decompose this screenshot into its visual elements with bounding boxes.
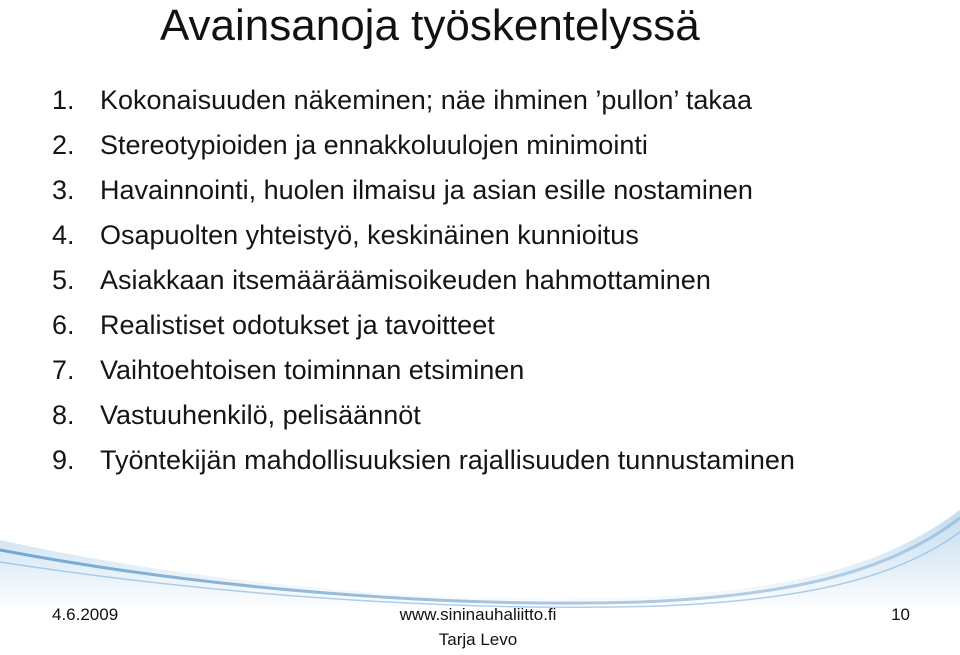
list-item-number: 4. [52,220,75,250]
list-item-number: 2. [52,130,75,160]
list-item-number: 9. [52,445,75,475]
list-item [52,303,932,348]
list-item [52,348,932,393]
list-item-text: Asiakkaan itsemääräämisoikeuden hahmottaminen [100,265,711,295]
page-number: 10 [891,605,910,624]
list-item-text: Stereotypioiden ja ennakkoluulojen minimointi [100,130,648,160]
list-item [52,393,932,438]
list-item [52,123,932,168]
list-item-number: 6. [52,310,75,340]
list-item-text: Realistiset odotukset ja tavoitteet [100,310,495,340]
list-item [52,258,932,303]
list-item-number: 8. [52,400,75,430]
list-item [52,78,932,123]
footer-url: www.sininauhaliitto.fi [399,605,557,624]
list-item-text: Kokonaisuuden näkeminen; näe ihminen ’pullon’ takaa [100,85,752,115]
list-item-number: 7. [52,355,75,385]
footer-date: 4.6.2009 [52,605,119,624]
list-item-number: 5. [52,265,75,295]
list-item-text: Havainnointi, huolen ilmaisu ja asian esille nostaminen [100,175,753,205]
list-item [52,168,932,213]
slide-title: Avainsanoja työskentelyssä [160,1,700,50]
list-item [52,438,932,483]
footer-author: Tarja Levo [438,630,518,649]
list-item-text: Osapuolten yhteistyö, keskinäinen kunnioitus [100,220,639,250]
list-item-text: Vastuuhenkilö, pelisäännöt [100,400,421,430]
list-item-number: 3. [52,175,75,205]
list-item-number: 1. [52,85,75,115]
list-item [52,213,932,258]
decorative-wave [0,510,960,610]
list-item-text: Vaihtoehtoisen toiminnan etsiminen [100,355,525,385]
list-item-text: Työntekijän mahdollisuuksien rajallisuuden tunnustaminen [100,445,795,475]
keyword-list [52,78,932,483]
